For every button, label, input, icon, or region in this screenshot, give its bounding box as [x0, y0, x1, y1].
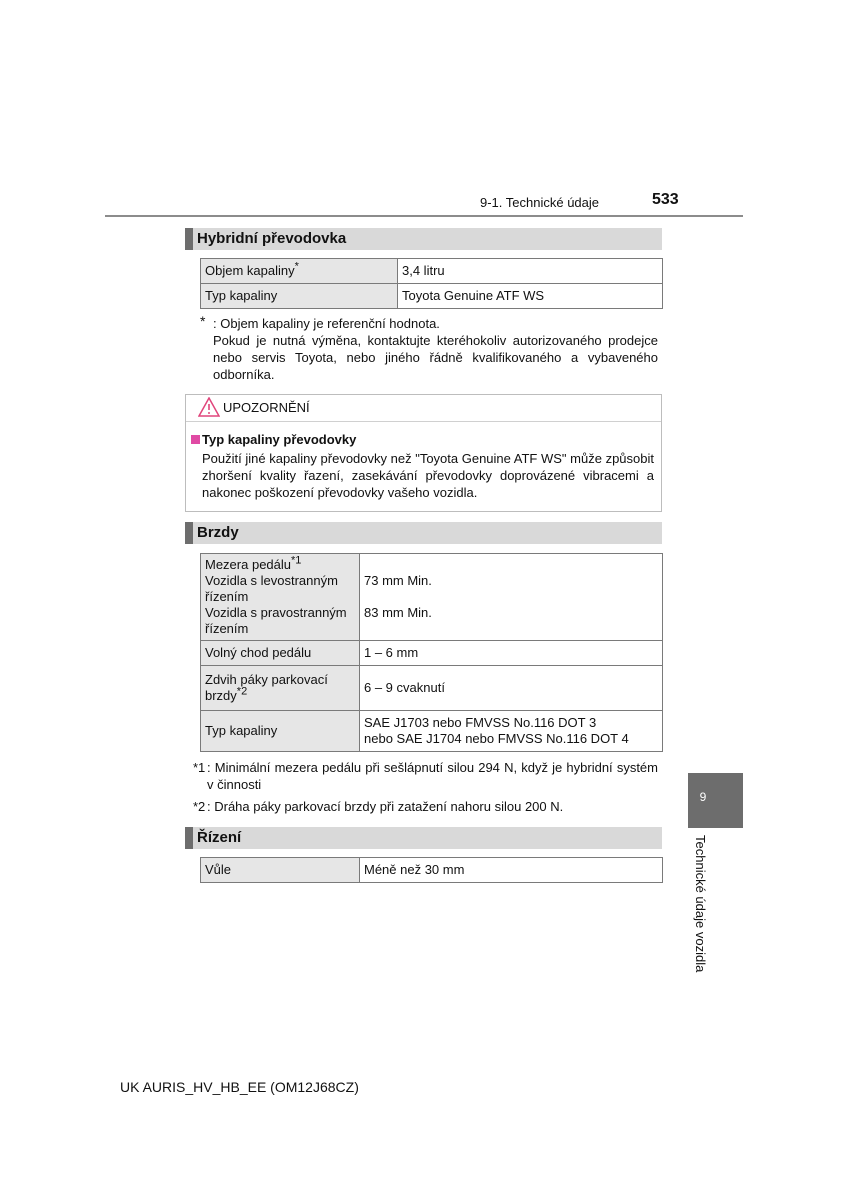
- warning-triangle-icon: [198, 397, 220, 417]
- spec-value: [360, 554, 663, 641]
- spec-value: 3,4 litru: [398, 259, 663, 284]
- brakes-footnote-2: [193, 798, 658, 815]
- value-left-hand: 73 mm Min.: [364, 573, 432, 588]
- spec-value: 6 – 9 cvaknutí: [360, 666, 663, 711]
- table-row: [201, 666, 663, 711]
- warning-header: [186, 395, 661, 422]
- hybrid-footnote: [200, 313, 658, 383]
- spec-key: Typ kapaliny: [201, 711, 360, 752]
- brakes-spec-table: [200, 553, 663, 752]
- spec-value: 1 – 6 mm: [360, 641, 663, 666]
- chapter-number: 9: [699, 790, 707, 804]
- footnote-mark: *2: [236, 685, 248, 698]
- chapter-label: Technické údaje vozidla: [693, 835, 708, 973]
- sub-key-left-hand: Vozidla s levostranným řízením: [205, 573, 338, 604]
- section-title-hybrid: Hybridní převodovka: [185, 228, 662, 250]
- table-row: [201, 711, 663, 752]
- spec-key: Vůle: [201, 858, 360, 883]
- footnote-mark: *1: [291, 554, 302, 567]
- running-header: 9-1. Technické údaje: [480, 195, 600, 210]
- footer-code: UK AURIS_HV_HB_EE (OM12J68CZ): [120, 1079, 359, 1095]
- spec-value: SAE J1703 nebo FMVSS No.116 DOT 3 nebo SAE J1704 nebo FMVSS No.116 DOT 4: [360, 711, 663, 752]
- footnote-mark: *1: [193, 760, 206, 775]
- sub-key-right-hand: Vozidla s pravostranným řízením: [205, 605, 347, 636]
- header-divider: [105, 215, 743, 217]
- section-title-steering: Řízení: [185, 827, 662, 849]
- spec-key: Typ kapaliny: [201, 284, 398, 309]
- brakes-footnote-1: [193, 759, 658, 793]
- section-title-brakes: Brzdy: [185, 522, 662, 544]
- table-row: [201, 259, 663, 284]
- page-number: 533: [652, 191, 679, 208]
- footnote-mark: *: [200, 313, 206, 329]
- steering-spec-table: [200, 857, 663, 883]
- footnote-mark: *2: [193, 799, 206, 814]
- table-row: [201, 641, 663, 666]
- spec-key: Zdvih páky parkovací brzdy$^{*2}$: [201, 666, 360, 711]
- footnote-line: : Objem kapaliny je referenční hodnota.: [213, 316, 440, 331]
- spec-value: Méně než 30 mm: [360, 858, 663, 883]
- spec-key: Volný chod pedálu: [201, 641, 360, 666]
- hybrid-spec-table: [200, 258, 663, 309]
- warning-title: UPOZORNĚNÍ: [223, 400, 310, 415]
- spec-key: Mezera pedálu$^{*1}$ Vozidla s levostranným řízením Vozidla s pravostranným řízením: [201, 554, 360, 641]
- warning-box: [185, 394, 662, 512]
- footnote-text: Pokud je nutná výměna, kontaktujte kteréhokoliv autorizovaného prodejce nebo servis Toyota, nebo jiného řádně kvalifikovaného a vybaveného odborníka.: [213, 333, 658, 382]
- value-right-hand: 83 mm Min.: [364, 605, 432, 620]
- warning-text: Použití jiné kapaliny převodovky než "Toyota Genuine ATF WS" může způsobit zhoršení kvality řazení, zasekávání převodovky doprovázené vibracemi a nakonec poškození převodovky vašeho vozidla.: [202, 451, 654, 500]
- table-row: [201, 284, 663, 309]
- spec-value: Toyota Genuine ATF WS: [398, 284, 663, 309]
- footnote-mark: *: [294, 260, 299, 273]
- footnote-text: : Dráha páky parkovací brzdy při zatažení nahoru silou 200 N.: [207, 799, 564, 814]
- table-row: [201, 858, 663, 883]
- footnote-text: : Minimální mezera pedálu při sešlápnutí silou 294 N, když je hybridní systém v činnosti: [207, 760, 658, 792]
- bullet-square: [191, 435, 200, 444]
- spec-key: Objem kapaliny*: [201, 259, 398, 284]
- table-row: [201, 554, 663, 641]
- warning-subtitle: Typ kapaliny převodovky: [202, 432, 357, 447]
